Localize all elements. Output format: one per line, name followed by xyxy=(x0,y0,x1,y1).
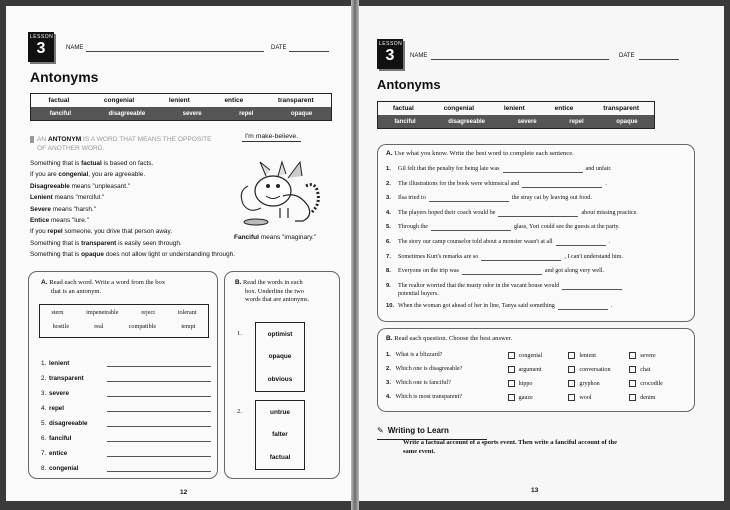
definition-line: Lenient means "merciful." xyxy=(30,194,105,202)
answer-box-word: impenetrable xyxy=(86,309,119,316)
sentence-item: 9. The realtor worried that the musty odor in the vacant house would xyxy=(386,282,690,290)
illustration-caption: Fanciful means "imaginary." xyxy=(234,234,317,241)
word-box-row xyxy=(378,102,654,115)
answer-line[interactable] xyxy=(556,239,606,246)
answer-line[interactable] xyxy=(522,181,602,188)
list-item: 8. congenial xyxy=(41,457,211,472)
answer-box-word: hostile xyxy=(52,323,70,330)
answer-option[interactable]: lenient xyxy=(568,352,629,359)
page-number: 13 xyxy=(531,487,539,494)
answer-line[interactable] xyxy=(107,435,211,442)
question-item: 3. Which one is fanciful? hippo gryphon crocodile xyxy=(386,376,690,390)
date-label: DATE xyxy=(619,53,635,59)
word-box-row xyxy=(31,94,331,107)
date-field[interactable] xyxy=(289,51,329,52)
left-page xyxy=(6,6,351,501)
checkbox[interactable] xyxy=(508,380,515,387)
answer-line[interactable] xyxy=(107,465,211,472)
answer-line[interactable] xyxy=(107,405,211,412)
writing-header: ✎ Writing to Learn xyxy=(377,420,487,440)
sentence-item: 8. Everyone on the trip was and got along very well. xyxy=(386,268,604,275)
question-item: 4. Which is most transparent? gauze wool denim xyxy=(386,390,690,404)
sentence-item: 10. When the woman got ahead of her in line, Tanya said something . xyxy=(386,303,613,310)
sentence-items: 1. Gil felt that the penalty for being late was and unfair. 2. The illustrations for the book were whimsical and . 3. Ilsa tried to the stray cat by leaving out food. 4. The players hoped their coach would be about missing practice. 5. Through the glass, Yori could see the guests at the party. 6. The story our camp counselor told about a monster wasn't at all . 7. Sometimes Kurt's remarks are so , I can't understand him. 8. Everyone on the trip was and got along very well. 9. The realtor worried that the musty odor in the vacant house would potential buyers. 10. When the woman got ahead of her in line, Tanya said something . xyxy=(386,165,690,317)
antonym-definition: AN ANTONYM IS A WORD THAT MEANS THE OPPOSITE OF ANOTHER WORD. xyxy=(30,135,245,153)
section-b-instruction: B. Read each question. Choose the best answer. xyxy=(386,335,513,342)
checkbox[interactable] xyxy=(508,352,515,359)
word-box-word: congenial xyxy=(443,105,475,112)
word-box-word: severe xyxy=(517,118,537,125)
word-box-word: factual xyxy=(392,105,414,112)
checkbox[interactable] xyxy=(508,366,515,373)
definition-bar xyxy=(30,136,34,143)
answer-option[interactable]: chat xyxy=(629,366,690,373)
definition-line: If you repel someone, you drive that person away. xyxy=(30,228,172,236)
section-a-instruction: A. Use what you know. Write the best word to complete each sentence. xyxy=(386,150,574,157)
checkbox[interactable] xyxy=(629,352,636,359)
answer-line[interactable] xyxy=(481,254,561,261)
word-box-word: disagreeable xyxy=(108,110,146,117)
checkbox[interactable] xyxy=(568,380,575,387)
checkbox[interactable] xyxy=(629,366,636,373)
definition-line: Something that is opaque does not allow light or understanding through. xyxy=(30,251,235,259)
checkbox[interactable] xyxy=(508,394,515,401)
group-word[interactable]: falter xyxy=(272,431,288,439)
book-gutter xyxy=(351,0,359,510)
checkbox[interactable] xyxy=(629,394,636,401)
checkbox[interactable] xyxy=(629,380,636,387)
answer-box-word: compatible xyxy=(128,323,157,330)
question-item: 2. Which one is disagreeable? argument conversation chat xyxy=(386,362,690,376)
group-word[interactable]: untrue xyxy=(270,408,290,416)
sentence-item: 5. Through the glass, Yori could see the guests at the party. xyxy=(386,224,620,231)
section-a-panel xyxy=(28,271,218,479)
list-item: 1. lenient xyxy=(41,352,211,367)
answer-box-word: stern xyxy=(51,309,64,316)
checkbox[interactable] xyxy=(568,366,575,373)
word-box-word: severe xyxy=(182,110,202,117)
list-item: 4. repel xyxy=(41,397,211,412)
word-box-word: lenient xyxy=(503,105,525,112)
checkbox[interactable] xyxy=(568,394,575,401)
list-item: 6. fanciful xyxy=(41,427,211,442)
speech-bubble: I'm make-believe. xyxy=(242,132,301,142)
definition-line: Something that is factual is based on facts. xyxy=(30,160,154,167)
section-a-instruction: A. Read each word. Write a word from the box that is an antonym. xyxy=(41,279,166,295)
word-box-word: congenial xyxy=(103,97,135,104)
answer-line[interactable] xyxy=(107,450,211,457)
answer-line[interactable] xyxy=(498,210,578,217)
list-item: 5. disagreeable xyxy=(41,412,211,427)
right-page xyxy=(359,6,724,501)
checkbox[interactable] xyxy=(568,352,575,359)
group-word[interactable]: obvious xyxy=(267,376,293,384)
lesson-badge: LESSON 3 xyxy=(28,32,54,62)
answer-box-word: reject xyxy=(141,309,155,316)
question-items xyxy=(386,348,690,404)
page-title: Antonyms xyxy=(30,69,99,85)
definition-line: If you are congenial, you are agreeable. xyxy=(30,171,146,179)
word-box-row-shaded xyxy=(378,115,654,128)
page-number: 12 xyxy=(180,489,188,496)
gryphon-illustration xyxy=(228,146,328,231)
lesson-badge: LESSON 3 xyxy=(377,39,403,69)
name-field[interactable] xyxy=(86,51,264,52)
word-box-word: fanciful xyxy=(49,110,72,117)
list-item: 3. severe xyxy=(41,382,211,397)
answer-word-box xyxy=(39,304,209,338)
answer-option[interactable]: gauze xyxy=(508,394,569,401)
answer-option[interactable]: severe xyxy=(629,352,690,359)
word-box-word: disagreeable xyxy=(448,118,485,125)
sentence-item: 2. The illustrations for the book were whimsical and . xyxy=(386,180,607,187)
answer-box-word: tempt xyxy=(181,323,196,330)
section-a-items xyxy=(41,352,211,472)
word-box-word: opaque xyxy=(290,110,313,117)
word-box xyxy=(377,101,655,129)
group-word[interactable]: factual xyxy=(269,454,291,462)
word-box-row-shaded xyxy=(31,107,331,120)
answer-option[interactable]: denim xyxy=(629,394,690,401)
answer-option[interactable]: wool xyxy=(568,394,629,401)
word-box-word: entice xyxy=(224,97,244,104)
pencil-icon: ✎ xyxy=(377,426,384,435)
answer-option[interactable]: hippo xyxy=(508,380,569,387)
definition-line: Something that is transparent is easily seen through. xyxy=(30,239,182,247)
group-word[interactable]: opaque xyxy=(268,353,292,361)
word-box xyxy=(30,93,332,121)
definition-line: Severe means "harsh." xyxy=(30,205,96,213)
definition-line: Entice means "lure." xyxy=(30,217,89,225)
page-title: Antonyms xyxy=(377,77,441,92)
word-box-word: transparent xyxy=(277,97,314,104)
date-label: DATE xyxy=(271,45,287,51)
answer-line[interactable] xyxy=(558,303,608,310)
answer-word-row xyxy=(40,309,208,316)
writing-prompt: Write a factual account of a sports event. Then write a fanciful account of the same event. xyxy=(403,439,618,455)
section-b-panel: B. Read the words in each box. Underline the two words that are antonyms. 1. optimist opaque obvious 2. untrue falter factual xyxy=(224,271,340,479)
date-field[interactable] xyxy=(639,59,679,60)
sentence-item: 4. The players hoped their coach would be about missing practice. xyxy=(386,209,638,216)
name-label: NAME xyxy=(410,53,428,59)
answer-box-word: tolerant xyxy=(177,309,197,316)
answer-line[interactable] xyxy=(107,360,211,367)
word-box-word: repel xyxy=(239,110,254,117)
word-box-word: factual xyxy=(48,97,70,104)
answer-line[interactable] xyxy=(503,166,583,173)
answer-option[interactable]: argument xyxy=(508,366,569,373)
answer-word-row xyxy=(40,323,208,330)
answer-box-word: real xyxy=(94,323,104,330)
answer-line[interactable] xyxy=(107,375,211,382)
word-box-word: transparent xyxy=(603,105,640,112)
answer-line[interactable] xyxy=(562,283,622,290)
answer-line[interactable] xyxy=(462,268,542,275)
word-group-box xyxy=(255,400,305,470)
answer-line[interactable] xyxy=(429,195,509,202)
answer-option[interactable]: congenial xyxy=(508,352,569,359)
sentence-item: 3. Ilsa tried to the stray cat by leaving out food. xyxy=(386,195,592,202)
list-item: 2. transparent xyxy=(41,367,211,382)
answer-line[interactable] xyxy=(107,420,211,427)
sentence-item: 7. Sometimes Kurt's remarks are so , I can't understand him. xyxy=(386,253,623,260)
name-label: NAME xyxy=(66,45,84,51)
word-group-box xyxy=(255,322,305,392)
section-b-panel xyxy=(377,328,695,412)
group-word[interactable]: optimist xyxy=(267,330,293,338)
answer-option[interactable]: gryphon xyxy=(568,380,629,387)
section-b-instruction: B. Read the words in each box. Underline the two words that are antonyms. xyxy=(235,279,310,303)
answer-line[interactable] xyxy=(107,390,211,397)
word-box-word: fanciful xyxy=(394,118,416,125)
sentence-item: 6. The story our camp counselor told about a monster wasn't at all . xyxy=(386,238,611,245)
word-box-word: lenient xyxy=(168,97,190,104)
definition-line: Disagreeable means "unpleasant." xyxy=(30,182,131,190)
name-field[interactable] xyxy=(431,59,609,60)
sentence-item: 1. Gil felt that the penalty for being late was and unfair. xyxy=(386,166,612,172)
answer-option[interactable]: conversation xyxy=(568,366,629,373)
section-a-panel xyxy=(377,144,695,322)
word-box-word: repel xyxy=(569,118,584,125)
question-item: 1. What is a blizzard? congenial lenient severe xyxy=(386,348,690,362)
answer-line[interactable] xyxy=(431,224,511,231)
word-box-word: opaque xyxy=(616,118,638,125)
word-box-word: entice xyxy=(554,105,574,112)
list-item: 7. entice xyxy=(41,442,211,457)
answer-option[interactable]: crocodile xyxy=(629,380,690,387)
